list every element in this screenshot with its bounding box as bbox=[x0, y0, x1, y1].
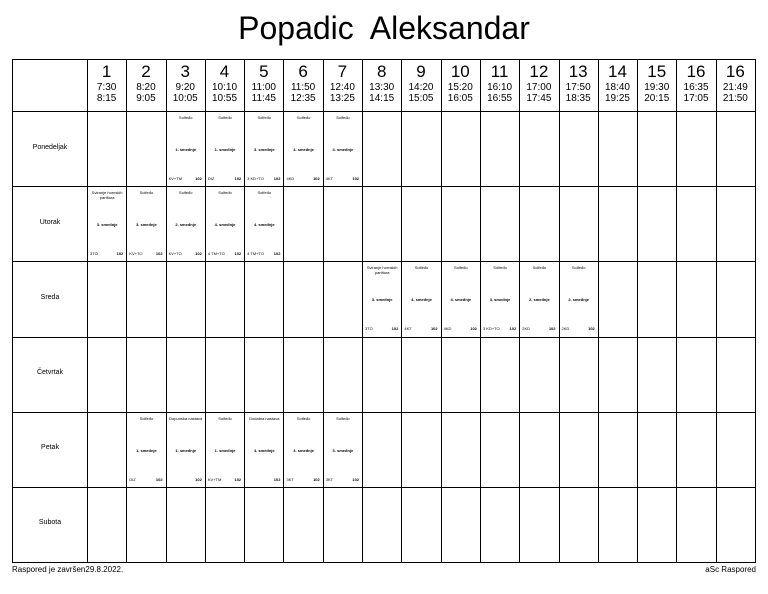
period-header bbox=[244, 60, 283, 111]
column-divider bbox=[637, 60, 638, 562]
row-divider bbox=[13, 487, 755, 488]
lesson-class: KV+TO bbox=[168, 251, 182, 257]
lesson-cell[interactable] bbox=[481, 262, 519, 336]
lesson-room: 102 bbox=[116, 251, 124, 257]
lesson-section: 2. smeđnje bbox=[568, 297, 589, 303]
lesson-section: 1. smeđnje bbox=[214, 147, 236, 152]
period-number: 14 bbox=[607, 62, 627, 81]
day-label: Ponedeljak bbox=[32, 143, 68, 151]
lesson-subject: Solfeđo bbox=[453, 265, 468, 271]
period-header bbox=[519, 60, 558, 111]
lesson-room: 102 bbox=[234, 251, 242, 257]
period-header bbox=[362, 60, 401, 111]
period-start-time: 12:40 bbox=[329, 82, 355, 93]
row-divider bbox=[13, 337, 755, 338]
lesson-class: 3 KD+TO bbox=[482, 326, 500, 332]
lesson-cell[interactable] bbox=[206, 413, 244, 487]
period-start-time: 17:50 bbox=[565, 82, 591, 93]
period-start-time: 17:00 bbox=[526, 82, 552, 93]
lesson-room: 102 bbox=[155, 251, 163, 257]
lesson-room: 102 bbox=[313, 476, 320, 482]
lesson-cell[interactable] bbox=[560, 262, 598, 336]
lesson-cell[interactable] bbox=[442, 262, 480, 336]
lesson-section: 1. smeđnje bbox=[214, 447, 236, 453]
period-number: 11 bbox=[490, 62, 509, 81]
lesson-subject: Solfeđo bbox=[336, 415, 350, 421]
lesson-cell[interactable] bbox=[324, 413, 362, 487]
lesson-subject: Solfeđo bbox=[218, 190, 232, 196]
lesson-room: 102 bbox=[273, 176, 281, 182]
lesson-subject: Sviranje hornskih partitura bbox=[91, 190, 123, 201]
period-end-time: 9:05 bbox=[136, 93, 156, 104]
lesson-section: 3. smeđnje bbox=[332, 447, 354, 453]
lesson-cell[interactable] bbox=[167, 413, 205, 487]
lesson-section: 4. smeđnje bbox=[411, 297, 432, 303]
lesson-class: 3TO bbox=[90, 251, 98, 257]
column-divider bbox=[716, 60, 717, 562]
lesson-subject: Solfeđo bbox=[139, 190, 154, 196]
lesson-subject: Solfeđo bbox=[257, 190, 272, 196]
lesson-room: 102 bbox=[155, 476, 163, 482]
period-number: 13 bbox=[568, 62, 588, 81]
period-end-time: 21:50 bbox=[722, 93, 748, 104]
period-header bbox=[166, 60, 205, 111]
lesson-cell[interactable] bbox=[402, 262, 440, 336]
lesson-room: 102 bbox=[195, 176, 202, 182]
lesson-section: 3. smeđnje bbox=[136, 222, 157, 228]
period-start-time: 13:30 bbox=[369, 82, 395, 93]
lesson-section: 3. smeđnje bbox=[293, 447, 314, 453]
period-start-time: 16:35 bbox=[683, 82, 709, 93]
period-end-time: 19:25 bbox=[604, 93, 630, 104]
period-number: 15 bbox=[647, 62, 667, 81]
period-start-time: 11:50 bbox=[290, 82, 316, 93]
period-number: 8 bbox=[376, 62, 387, 81]
lesson-subject: Solfeđo bbox=[139, 415, 154, 421]
lesson-section: 1. smeđnje bbox=[136, 447, 157, 453]
lesson-room: 102 bbox=[391, 326, 399, 332]
period-end-time: 16:05 bbox=[447, 93, 473, 104]
lesson-cell[interactable] bbox=[245, 112, 283, 186]
period-end-time: 12:35 bbox=[290, 93, 316, 104]
lesson-section: 4. smeđnje bbox=[450, 297, 472, 303]
period-header bbox=[205, 60, 244, 111]
period-start-time: 19:30 bbox=[644, 82, 670, 93]
row-divider bbox=[13, 111, 755, 112]
period-number: 9 bbox=[416, 62, 426, 81]
lesson-class: 3KT bbox=[286, 476, 294, 482]
period-header bbox=[441, 60, 480, 111]
lesson-class: 3TO bbox=[365, 326, 373, 332]
period-end-time: 18:35 bbox=[565, 93, 591, 104]
period-header bbox=[716, 60, 755, 111]
completion-note: Raspored je završen29.8.2022. bbox=[12, 565, 124, 574]
lesson-section: 4. smeđnje bbox=[214, 222, 236, 228]
lesson-cell[interactable] bbox=[245, 187, 283, 261]
lesson-room: 102 bbox=[195, 251, 202, 257]
lesson-room: 102 bbox=[273, 476, 281, 482]
column-divider bbox=[676, 60, 677, 562]
period-start-time: 14:20 bbox=[408, 82, 434, 93]
lesson-section: 4. smeđnje bbox=[253, 222, 275, 228]
period-number: 3 bbox=[180, 62, 190, 81]
lesson-room: 102 bbox=[313, 176, 320, 182]
period-number: 12 bbox=[529, 62, 549, 81]
lesson-room: 102 bbox=[195, 476, 202, 482]
period-header bbox=[126, 60, 165, 111]
lesson-class: 3KT bbox=[325, 476, 334, 482]
lesson-cell[interactable] bbox=[363, 262, 401, 336]
lesson-class: 4KT bbox=[404, 326, 412, 332]
period-start-time: 16:10 bbox=[487, 82, 513, 93]
lesson-section: 1. smeđnje bbox=[175, 447, 197, 453]
column-divider bbox=[87, 60, 88, 562]
lesson-cell[interactable] bbox=[127, 187, 165, 261]
column-divider bbox=[598, 60, 599, 562]
lesson-class: 4 TM+TO bbox=[247, 251, 265, 257]
period-header bbox=[676, 60, 715, 111]
lesson-room: 102 bbox=[430, 326, 438, 332]
lesson-class: 2KD bbox=[522, 326, 531, 332]
lesson-room: 102 bbox=[509, 326, 517, 332]
period-header bbox=[401, 60, 440, 111]
row-divider bbox=[13, 412, 755, 413]
period-number: 10 bbox=[450, 62, 470, 81]
lesson-class: KV+TM bbox=[168, 176, 183, 182]
period-header bbox=[637, 60, 676, 111]
period-start-time: 18:40 bbox=[604, 82, 630, 93]
lesson-section: 4. smeđnje bbox=[332, 147, 354, 152]
lesson-class: 4 TM+TO bbox=[207, 251, 225, 257]
lesson-subject: Solfeđo bbox=[296, 115, 311, 120]
period-header bbox=[480, 60, 519, 111]
period-start-time: 21:49 bbox=[722, 82, 748, 93]
lesson-section: 3. smeđnje bbox=[489, 297, 511, 303]
period-header bbox=[559, 60, 598, 111]
lesson-room: 102 bbox=[273, 251, 281, 257]
lesson-cell[interactable] bbox=[167, 112, 205, 186]
period-end-time: 20:15 bbox=[644, 93, 670, 104]
lesson-class: 4KD bbox=[286, 176, 295, 182]
period-end-time: 14:15 bbox=[369, 93, 395, 104]
lesson-subject: Sviranje hornskih partitura bbox=[366, 265, 398, 276]
lesson-room: 102 bbox=[548, 326, 556, 332]
period-number: 5 bbox=[259, 62, 269, 81]
page-title: Popadic Aleksandar bbox=[238, 10, 530, 46]
period-header bbox=[598, 60, 637, 111]
software-credit: aSc Raspored bbox=[705, 565, 756, 574]
period-number: 16 bbox=[686, 62, 706, 81]
lesson-section: 3. smeđnje bbox=[253, 147, 275, 152]
lesson-class: DIZ bbox=[129, 476, 136, 482]
lesson-cell[interactable] bbox=[88, 187, 126, 261]
period-number: 2 bbox=[141, 62, 151, 81]
lesson-subject: Solfeđo bbox=[336, 115, 350, 120]
day-label: Utorak bbox=[39, 218, 61, 226]
lesson-room: 102 bbox=[470, 326, 477, 332]
period-end-time: 15:05 bbox=[408, 93, 434, 104]
period-number: 1 bbox=[101, 62, 112, 81]
lesson-class: KV+TO bbox=[129, 251, 143, 257]
period-header bbox=[323, 60, 362, 111]
lesson-subject: Dopunska nastava bbox=[169, 415, 203, 421]
lesson-room: 102 bbox=[352, 176, 360, 182]
lesson-room: 102 bbox=[234, 476, 242, 482]
timetable-grid bbox=[12, 59, 756, 563]
lesson-cell[interactable] bbox=[167, 187, 205, 261]
period-end-time: 17:45 bbox=[526, 93, 552, 104]
lesson-subject: Solfeđo bbox=[532, 265, 547, 271]
period-end-time: 11:45 bbox=[251, 93, 276, 104]
lesson-subject: Solfeđo bbox=[296, 415, 311, 421]
period-header bbox=[87, 60, 126, 111]
period-start-time: 11:00 bbox=[251, 82, 276, 93]
lesson-subject: Solfeđo bbox=[178, 190, 193, 196]
lesson-section: 3. smeđnje bbox=[371, 297, 393, 303]
lesson-section: 2. smeđnje bbox=[529, 297, 550, 303]
lesson-cell[interactable] bbox=[520, 262, 558, 336]
period-end-time: 17:05 bbox=[683, 93, 709, 104]
lesson-section: 3. smeđnje bbox=[96, 222, 118, 228]
period-number: 7 bbox=[337, 62, 348, 81]
period-end-time: 16:55 bbox=[487, 93, 513, 104]
lesson-class: DIZ bbox=[207, 176, 215, 182]
lesson-cell[interactable] bbox=[324, 112, 362, 186]
lesson-cell[interactable] bbox=[284, 413, 322, 487]
period-number: 4 bbox=[219, 62, 230, 81]
period-end-time: 10:55 bbox=[212, 93, 238, 104]
lesson-room: 102 bbox=[588, 326, 595, 332]
period-end-time: 13:25 bbox=[329, 93, 355, 104]
lesson-class: KV+TM bbox=[207, 476, 222, 482]
lesson-class: 4KD bbox=[443, 326, 452, 332]
lesson-subject: Dodatna nastava bbox=[249, 415, 280, 421]
lesson-class: 3 KD+TO bbox=[247, 176, 264, 182]
period-end-time: 8:15 bbox=[96, 93, 117, 104]
period-start-time: 15:20 bbox=[447, 82, 473, 93]
lesson-cell[interactable] bbox=[206, 187, 244, 261]
period-end-time: 10:05 bbox=[172, 93, 198, 104]
lesson-subject: Solfeđo bbox=[218, 415, 232, 421]
lesson-room: 102 bbox=[234, 176, 242, 182]
day-label: Subota bbox=[38, 519, 62, 527]
day-label: Sreda bbox=[40, 293, 60, 301]
lesson-subject: Solfeđo bbox=[414, 265, 429, 271]
lesson-subject: Solfeđo bbox=[493, 265, 507, 271]
lesson-room: 102 bbox=[352, 476, 360, 482]
lesson-cell[interactable] bbox=[206, 112, 244, 186]
lesson-subject: Solfeđo bbox=[178, 115, 193, 120]
lesson-subject: Solfeđo bbox=[257, 115, 272, 120]
lesson-cell[interactable] bbox=[284, 112, 322, 186]
lesson-section: 2. smeđnje bbox=[175, 222, 197, 228]
period-start-time: 8:20 bbox=[136, 82, 156, 93]
period-start-time: 10:10 bbox=[212, 82, 238, 93]
lesson-section: 4. smeđnje bbox=[253, 447, 275, 453]
period-number: 16 bbox=[725, 62, 745, 81]
lesson-section: 4. smeđnje bbox=[293, 147, 314, 152]
period-start-time: 9:20 bbox=[175, 82, 195, 93]
lesson-subject: Solfeđo bbox=[571, 265, 586, 271]
period-header bbox=[283, 60, 322, 111]
lesson-class: 2KD bbox=[561, 326, 570, 332]
period-start-time: 7:30 bbox=[96, 82, 117, 93]
lesson-cell[interactable] bbox=[127, 413, 165, 487]
lesson-cell[interactable] bbox=[245, 413, 283, 487]
day-label: Petak bbox=[41, 444, 59, 452]
period-number: 6 bbox=[298, 62, 308, 81]
lesson-subject: Solfeđo bbox=[218, 115, 232, 120]
lesson-class: 4KT bbox=[325, 176, 334, 182]
lesson-section: 1. smeđnje bbox=[175, 147, 197, 152]
day-label: Četvrtak bbox=[36, 369, 64, 377]
